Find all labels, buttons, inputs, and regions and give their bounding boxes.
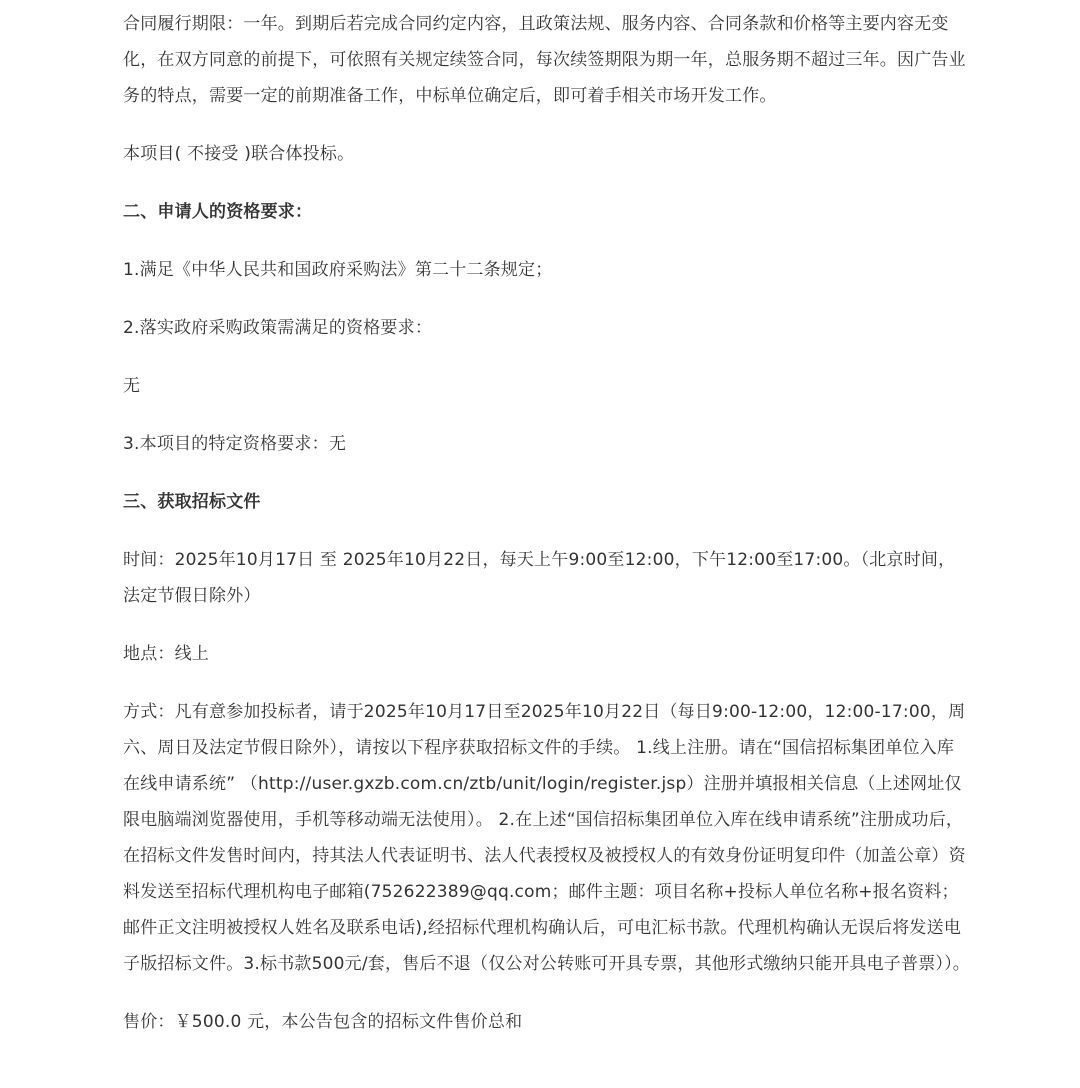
consortium-paragraph: 本项目( 不接受 )联合体投标。 (123, 144, 355, 164)
section-2-heading: 二、申请人的资格要求： (123, 202, 313, 222)
method-paragraph: 方式：凡有意参加投标者，请于2025年10月17日至2025年10月22日（每日9:00-12:00，12:00-17:00，周六、周日及法定节假日除外），请按以下程序获取招标文件的手续。 1.线上注册。请在“国信招标集团单位入库在线申请系统” （http://user.gxzb.com.cn/ztb/unit/login/register.jsp）注册并填报相关信息（上述网址仅限电脑端浏览器使用，手机等移动端无法使用）。 2.在上述“国信招标集团单位入库在线申请系统”注册成功后，在招标文件发售时间内，持其法人代表证明书、法人代表授权及被授权人的有效身份证明复印件（加盖公章）资料发送至招标代理机构电子邮箱(752622389@qq.com；邮件主题：项目名称+投标人单位名称+报名资料；邮件正文注明被授权人姓名及联系电话),经招标代理机构确认后，可电汇标书款。代理机构确认无误后将发送电子版招标文件。3.标书款500元/套，售后不退（仅公对公转账可开具专票，其他形式缴纳只能开具电子普票））。 (123, 702, 970, 974)
requirement-1: 1.满足《中华人民共和国政府采购法》第二十二条规定； (123, 260, 553, 280)
requirement-2: 2.落实政府采购政策需满足的资格要求： (123, 318, 433, 338)
time-paragraph: 时间：2025年10月17日 至 2025年10月22日，每天上午9:00至12:00，下午12:00至17:00。（北京时间，法定节假日除外） (123, 550, 956, 606)
section-3-heading: 三、获取招标文件 (123, 492, 261, 512)
requirement-3: 3.本项目的特定资格要求：无 (123, 434, 347, 454)
requirement-2-value: 无 (123, 376, 141, 396)
contract-period-paragraph: 合同履行期限：一年。到期后若完成合同约定内容，且政策法规、服务内容、合同条款和价格等主要内容无变化，在双方同意的前提下，可依照有关规定续签合同，每次续签期限为期一年，总服务期不超过三年。因广告业务的特点，需要一定的前期准备工作，中标单位确定后，即可着手相关市场开发工作。 (123, 14, 966, 106)
location-paragraph: 地点：线上 (123, 644, 209, 664)
price-paragraph: 售价：￥500.0 元，本公告包含的招标文件售价总和 (123, 1012, 523, 1032)
article-body (123, 6, 971, 1062)
